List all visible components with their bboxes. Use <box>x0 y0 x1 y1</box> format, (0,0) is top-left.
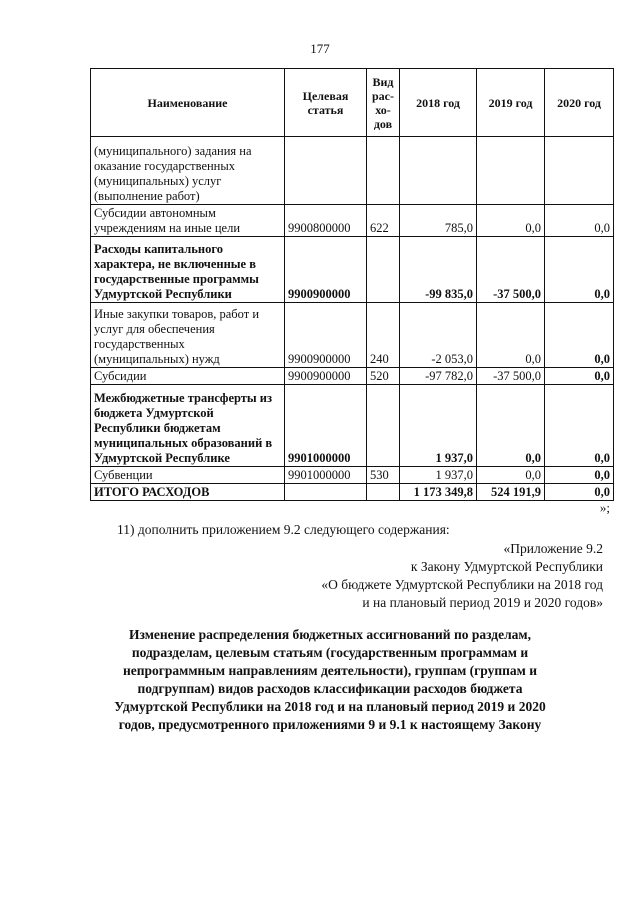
header-2020: 2020 год <box>545 69 614 137</box>
row-article: 9900900000 <box>285 303 367 368</box>
row-2020: 0,0 <box>545 385 614 467</box>
row-2018: -2 053,0 <box>400 303 477 368</box>
row-2020: 0,0 <box>545 237 614 303</box>
title-line: непрограммным направлениям деятельности), группам (группам и <box>122 663 538 678</box>
table-row <box>91 237 614 303</box>
row-2020: 0,0 <box>545 303 614 368</box>
table-row <box>91 303 614 368</box>
row-2018: 1 937,0 <box>400 467 477 484</box>
row-name: Иные закупки товаров, работ и услуг для обеспечения государственных (муниципальных) нужд <box>91 303 285 368</box>
row-2019: 0,0 <box>477 467 545 484</box>
appendix-header <box>321 540 603 612</box>
title-line: Изменение распределения бюджетных ассигнований по разделам, <box>128 627 532 642</box>
title-line: подразделам, целевым статьям (государственным программам и <box>131 645 529 660</box>
row-type <box>367 237 400 303</box>
row-name: Межбюджетные трансферты из бюджета Удмуртской Республики бюджетам муниципальных образований в Удмуртской Республике <box>91 385 285 467</box>
table-row <box>91 368 614 385</box>
row-2018: 1 937,0 <box>400 385 477 467</box>
row-article: 9900900000 <box>285 237 367 303</box>
row-article: 9901000000 <box>285 467 367 484</box>
row-name: (муниципального) задания на оказание государственных (муниципальных) услуг (выполнение работ) <box>91 137 285 205</box>
row-article <box>285 484 367 501</box>
row-2019: 0,0 <box>477 303 545 368</box>
row-2019: 524 191,9 <box>477 484 545 501</box>
row-type: 530 <box>367 467 400 484</box>
row-2020 <box>545 137 614 205</box>
row-2018: 785,0 <box>400 205 477 237</box>
title-line: годов, предусмотренного приложениями 9 и 9.1 к настоящему Закону <box>118 717 542 732</box>
row-type <box>367 484 400 501</box>
appendix-line: и на плановый период 2019 и 2020 годов» <box>362 595 603 610</box>
row-name: Расходы капитального характера, не включенные в государственные программы Удмуртской Республики <box>91 237 285 303</box>
row-article: 9900800000 <box>285 205 367 237</box>
header-name: Наименование <box>91 69 285 137</box>
amendment-text: 11) дополнить приложением 9.2 следующего содержания: <box>117 522 450 537</box>
table-row-total <box>91 484 614 501</box>
appendix-line: «О бюджете Удмуртской Республики на 2018 год <box>321 577 603 592</box>
row-2020: 0,0 <box>545 467 614 484</box>
header-expense-type: Вид рас- хо- дов <box>367 69 400 137</box>
row-type <box>367 385 400 467</box>
header-2019: 2019 год <box>477 69 545 137</box>
row-article: 9900900000 <box>285 368 367 385</box>
row-2019: 0,0 <box>477 385 545 467</box>
row-2019 <box>477 137 545 205</box>
page-number: 177 <box>310 41 330 56</box>
row-2019: -37 500,0 <box>477 237 545 303</box>
budget-table <box>90 68 614 501</box>
row-name: ИТОГО РАСХОДОВ <box>91 484 285 501</box>
table-header-row <box>91 69 614 137</box>
table-row <box>91 467 614 484</box>
row-article: 9901000000 <box>285 385 367 467</box>
row-name: Субсидии <box>91 368 285 385</box>
closing-quote: »; <box>599 500 610 515</box>
row-type: 520 <box>367 368 400 385</box>
row-2020: 0,0 <box>545 484 614 501</box>
header-target-article: Целевая статья <box>285 69 367 137</box>
row-name: Субсидии автономным учреждениям на иные цели <box>91 205 285 237</box>
row-type: 622 <box>367 205 400 237</box>
table-row <box>91 137 614 205</box>
appendix-line: к Закону Удмуртской Республики <box>410 559 603 574</box>
appendix-line: «Приложение 9.2 <box>503 541 603 556</box>
row-2020: 0,0 <box>545 205 614 237</box>
row-2018: -99 835,0 <box>400 237 477 303</box>
row-article <box>285 137 367 205</box>
row-2019: 0,0 <box>477 205 545 237</box>
title-line: подгруппам) видов расходов классификации расходов бюджета <box>137 681 523 696</box>
row-type: 240 <box>367 303 400 368</box>
table-row <box>91 385 614 467</box>
row-2020: 0,0 <box>545 368 614 385</box>
header-2018: 2018 год <box>400 69 477 137</box>
title-line: Удмуртской Республики на 2018 год и на плановый период 2019 и 2020 <box>114 699 546 714</box>
row-2018: -97 782,0 <box>400 368 477 385</box>
table-row <box>91 205 614 237</box>
document-title <box>80 626 580 734</box>
row-2019: -37 500,0 <box>477 368 545 385</box>
row-2018: 1 173 349,8 <box>400 484 477 501</box>
row-name: Субвенции <box>91 467 285 484</box>
row-type <box>367 137 400 205</box>
row-2018 <box>400 137 477 205</box>
